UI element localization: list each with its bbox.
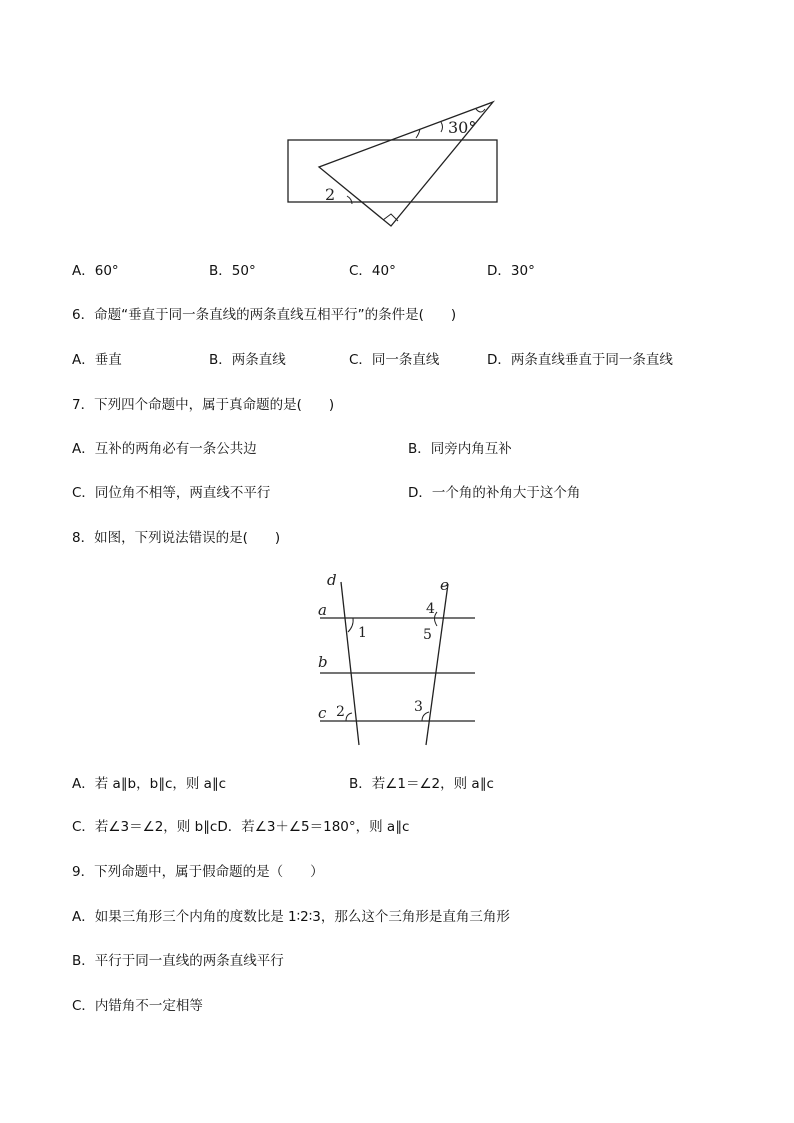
- q5-option-d[interactable]: D．30°: [487, 263, 535, 279]
- line-d-label: d: [327, 571, 337, 589]
- q6-option-d[interactable]: D．两条直线垂直于同一条直线: [487, 352, 673, 368]
- q9-stem: 9．下列命题中，属于假命题的是（ ）: [72, 864, 324, 880]
- q8-option-b[interactable]: B．若∠1＝∠2，则 a∥c: [349, 776, 494, 792]
- angle-5-label: 5: [423, 627, 432, 643]
- q7-option-d[interactable]: D．一个角的补角大于这个角: [408, 485, 581, 501]
- q5-option-c[interactable]: C．40°: [349, 263, 396, 279]
- angle-30-label: 30°: [448, 118, 477, 137]
- q6-option-a[interactable]: A．垂直: [72, 352, 122, 368]
- q7-option-c[interactable]: C．同位角不相等，两直线不平行: [72, 485, 271, 501]
- line-a-label: a: [318, 601, 327, 619]
- q5-option-b[interactable]: B．50°: [209, 263, 256, 279]
- q9-option-a[interactable]: A．如果三角形三个内角的度数比是 1∶2∶3，那么这个三角形是直角三角形: [72, 909, 510, 925]
- q7-option-a[interactable]: A．互补的两角必有一条公共边: [72, 441, 257, 457]
- angle-4-label: 4: [426, 601, 435, 617]
- angle-1-label: 1: [358, 625, 367, 641]
- q5-option-a[interactable]: A．60°: [72, 263, 119, 279]
- q7-stem: 7．下列四个命题中，属于真命题的是( ): [72, 397, 335, 413]
- figure-parallel-lines: [312, 570, 482, 750]
- q8-stem: 8．如图，下列说法错误的是( ): [72, 530, 281, 546]
- q9-option-c[interactable]: C．内错角不一定相等: [72, 998, 203, 1014]
- angle-3-label: 3: [414, 699, 423, 715]
- q8-option-a[interactable]: A．若 a∥b，b∥c，则 a∥c: [72, 776, 227, 792]
- q9-option-b[interactable]: B．平行于同一直线的两条直线平行: [72, 953, 284, 969]
- q7-option-b[interactable]: B．同旁内角互补: [408, 441, 512, 457]
- line-e-label: e: [440, 576, 449, 594]
- figure-triangle-ruler: [280, 95, 510, 235]
- q6-option-b[interactable]: B．两条直线: [209, 352, 286, 368]
- line-c-label: c: [318, 704, 327, 722]
- q6-stem: 6．命题“垂直于同一条直线的两条直线互相平行”的条件是( ): [72, 307, 457, 323]
- angle-2-label: 2: [325, 185, 336, 204]
- q8-option-cd[interactable]: C．若∠3＝∠2，则 b∥cD．若∠3＋∠5＝180°，则 a∥c: [72, 819, 410, 835]
- line-b-label: b: [318, 653, 328, 671]
- angle-2-label-q8: 2: [336, 704, 345, 720]
- q6-option-c[interactable]: C．同一条直线: [349, 352, 440, 368]
